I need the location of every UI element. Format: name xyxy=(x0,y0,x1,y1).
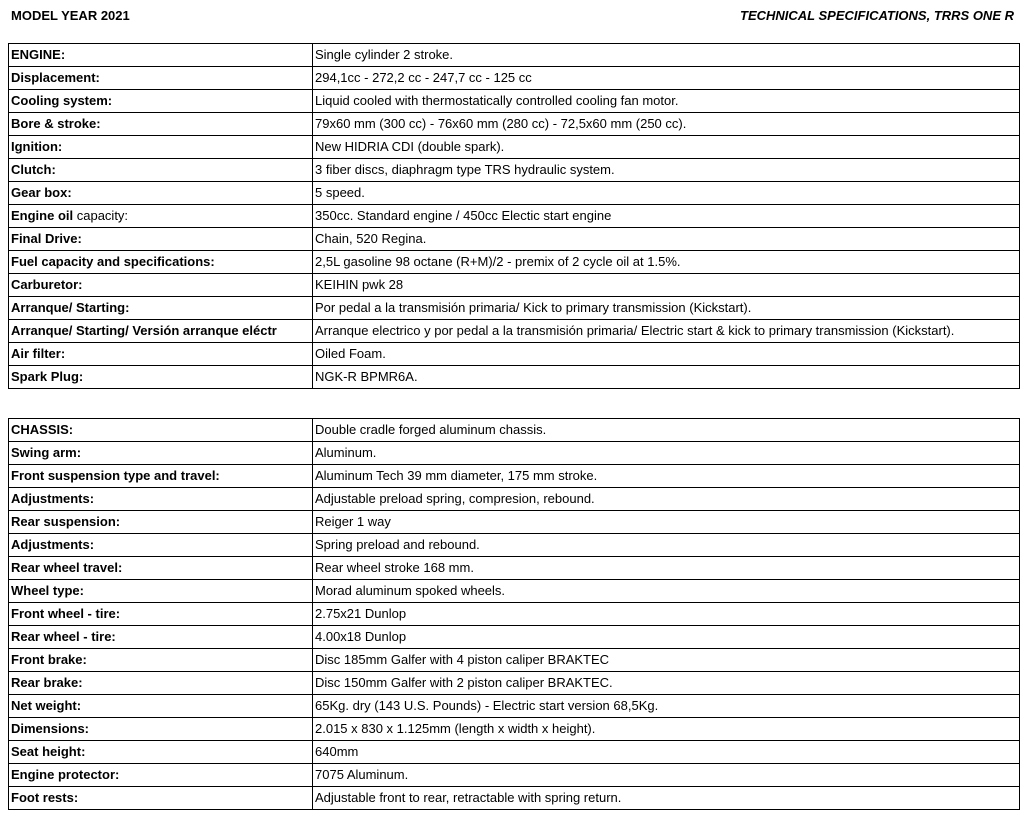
engine-row xyxy=(9,67,1020,90)
spec-value: KEIHIN pwk 28 xyxy=(313,274,1020,297)
engine-spec-table xyxy=(8,43,1020,389)
spec-value: Aluminum Tech 39 mm diameter, 175 mm stroke. xyxy=(313,465,1020,488)
engine-row xyxy=(9,297,1020,320)
spec-label xyxy=(9,205,313,228)
spec-label-text: Adjustments: xyxy=(11,491,95,506)
spec-value: Aluminum. xyxy=(313,442,1020,465)
spec-value: 2.75x21 Dunlop xyxy=(313,603,1020,626)
spec-value: 7075 Aluminum. xyxy=(313,764,1020,787)
spec-label xyxy=(9,113,313,136)
spec-value: 2.015 x 830 x 1.125mm (length x width x height). xyxy=(313,718,1020,741)
chassis-row xyxy=(9,649,1020,672)
spec-label xyxy=(9,465,313,488)
engine-row xyxy=(9,251,1020,274)
spec-label xyxy=(9,672,313,695)
spec-value: 79x60 mm (300 cc) - 76x60 mm (280 cc) - 72,5x60 mm (250 cc). xyxy=(313,113,1020,136)
spec-label-text: Clutch: xyxy=(11,162,56,177)
spec-label xyxy=(9,228,313,251)
spec-label-text: Ignition: xyxy=(11,139,63,154)
spec-label xyxy=(9,488,313,511)
engine-row xyxy=(9,320,1020,343)
engine-rows xyxy=(9,44,1020,389)
chassis-row xyxy=(9,442,1020,465)
spec-value: Morad aluminum spoked wheels. xyxy=(313,580,1020,603)
spec-label xyxy=(9,649,313,672)
spec-value: 5 speed. xyxy=(313,182,1020,205)
spec-label xyxy=(9,182,313,205)
spec-label-text: Rear suspension: xyxy=(11,514,121,529)
spec-label xyxy=(9,764,313,787)
spec-label-text: Seat height: xyxy=(11,744,86,759)
spec-label-suffix: capacity: xyxy=(73,208,129,223)
spec-label xyxy=(9,511,313,534)
spec-label-text: Rear wheel travel: xyxy=(11,560,123,575)
spec-label-text: Front wheel - tire: xyxy=(11,606,121,621)
engine-row xyxy=(9,90,1020,113)
spec-value: Double cradle forged aluminum chassis. xyxy=(313,419,1020,442)
spec-label-text: Front suspension type and travel: xyxy=(11,468,220,483)
spec-label xyxy=(9,419,313,442)
spec-label xyxy=(9,297,313,320)
spec-label xyxy=(9,580,313,603)
engine-row xyxy=(9,228,1020,251)
spec-value: 4.00x18 Dunlop xyxy=(313,626,1020,649)
engine-row xyxy=(9,113,1020,136)
spec-value: Disc 150mm Galfer with 2 piston caliper BRAKTEC. xyxy=(313,672,1020,695)
spec-label-text: Air filter: xyxy=(11,346,66,361)
chassis-row xyxy=(9,465,1020,488)
engine-row xyxy=(9,44,1020,67)
chassis-row xyxy=(9,534,1020,557)
spec-label-text: Arranque/ Starting/ Versión arranque eléctr xyxy=(11,323,277,338)
spec-label-text: Front brake: xyxy=(11,652,87,667)
chassis-row xyxy=(9,764,1020,787)
spec-label xyxy=(9,557,313,580)
engine-row xyxy=(9,366,1020,389)
spec-value: 640mm xyxy=(313,741,1020,764)
spec-value: Rear wheel stroke 168 mm. xyxy=(313,557,1020,580)
document-title: TECHNICAL SPECIFICATIONS, TRRS ONE R xyxy=(740,8,1014,23)
spec-label-text: Fuel capacity and specifications: xyxy=(11,254,215,269)
engine-row xyxy=(9,205,1020,228)
spec-label-text: Engine protector: xyxy=(11,767,120,782)
spec-label xyxy=(9,251,313,274)
chassis-row xyxy=(9,511,1020,534)
chassis-row xyxy=(9,580,1020,603)
spec-label-text: Net weight: xyxy=(11,698,82,713)
spec-label-text: Rear brake: xyxy=(11,675,83,690)
spec-value: Por pedal a la transmisión primaria/ Kick to primary transmission (Kickstart). xyxy=(313,297,1020,320)
spec-label xyxy=(9,136,313,159)
spec-label-text: Bore & stroke: xyxy=(11,116,101,131)
spec-label-text: Gear box: xyxy=(11,185,72,200)
spec-label xyxy=(9,67,313,90)
spec-value: Disc 185mm Galfer with 4 piston caliper BRAKTEC xyxy=(313,649,1020,672)
spec-value: NGK-R BPMR6A. xyxy=(313,366,1020,389)
spec-value: 294,1cc - 272,2 cc - 247,7 cc - 125 cc xyxy=(313,67,1020,90)
spec-label xyxy=(9,718,313,741)
chassis-row xyxy=(9,626,1020,649)
engine-row xyxy=(9,343,1020,366)
chassis-row xyxy=(9,488,1020,511)
spec-label xyxy=(9,534,313,557)
chassis-row xyxy=(9,787,1020,810)
chassis-row xyxy=(9,741,1020,764)
spec-label-text: Rear wheel - tire: xyxy=(11,629,116,644)
model-year: MODEL YEAR 2021 xyxy=(11,8,130,23)
spec-value: New HIDRIA CDI (double spark). xyxy=(313,136,1020,159)
chassis-row xyxy=(9,695,1020,718)
engine-row xyxy=(9,274,1020,297)
spec-label xyxy=(9,320,313,343)
spec-label-text: Adjustments: xyxy=(11,537,95,552)
spec-label-text: Carburetor: xyxy=(11,277,83,292)
spec-label xyxy=(9,695,313,718)
spec-label-text: Cooling system: xyxy=(11,93,113,108)
spec-label xyxy=(9,603,313,626)
spec-label-text: Swing arm: xyxy=(11,445,82,460)
spec-label xyxy=(9,159,313,182)
spec-value: Liquid cooled with thermostatically controlled cooling fan motor. xyxy=(313,90,1020,113)
spec-label xyxy=(9,442,313,465)
chassis-row xyxy=(9,672,1020,695)
spec-label xyxy=(9,626,313,649)
spec-value: Chain, 520 Regina. xyxy=(313,228,1020,251)
engine-row xyxy=(9,159,1020,182)
spec-label xyxy=(9,90,313,113)
spec-label-text: ENGINE: xyxy=(11,47,66,62)
spec-value: Spring preload and rebound. xyxy=(313,534,1020,557)
spec-label xyxy=(9,274,313,297)
spec-label xyxy=(9,366,313,389)
chassis-rows xyxy=(9,419,1020,810)
chassis-row xyxy=(9,603,1020,626)
spec-value: 2,5L gasoline 98 octane (R+M)/2 - premix of 2 cycle oil at 1.5%. xyxy=(313,251,1020,274)
spec-label-text: Spark Plug: xyxy=(11,369,84,384)
spec-label-text: Wheel type: xyxy=(11,583,84,598)
spec-value: 350cc. Standard engine / 450cc Electic start engine xyxy=(313,205,1020,228)
spec-label-text: CHASSIS: xyxy=(11,422,74,437)
spec-value: Adjustable front to rear, retractable with spring return. xyxy=(313,787,1020,810)
spec-label-text: Foot rests: xyxy=(11,790,79,805)
spec-value: 65Kg. dry (143 U.S. Pounds) - Electric start version 68,5Kg. xyxy=(313,695,1020,718)
spec-label xyxy=(9,343,313,366)
spec-value: Adjustable preload spring, compresion, rebound. xyxy=(313,488,1020,511)
spec-label xyxy=(9,787,313,810)
chassis-row xyxy=(9,419,1020,442)
chassis-row xyxy=(9,557,1020,580)
engine-row xyxy=(9,136,1020,159)
chassis-row xyxy=(9,718,1020,741)
spec-value: Single cylinder 2 stroke. xyxy=(313,44,1020,67)
spec-value: 3 fiber discs, diaphragm type TRS hydraulic system. xyxy=(313,159,1020,182)
spec-label-text: Dimensions: xyxy=(11,721,90,736)
spec-label-text: Arranque/ Starting: xyxy=(11,300,130,315)
spec-value: Arranque electrico y por pedal a la transmisión primaria/ Electric start & kick to primary transmission (Kickstart). xyxy=(313,320,1020,343)
spec-label-text: Engine oil xyxy=(11,208,74,223)
spec-value: Oiled Foam. xyxy=(313,343,1020,366)
engine-row xyxy=(9,182,1020,205)
chassis-spec-table xyxy=(8,418,1020,810)
spec-label-text: Displacement: xyxy=(11,70,100,85)
spec-label xyxy=(9,44,313,67)
spec-label xyxy=(9,741,313,764)
spec-label-text: Final Drive: xyxy=(11,231,82,246)
spec-value: Reiger 1 way xyxy=(313,511,1020,534)
